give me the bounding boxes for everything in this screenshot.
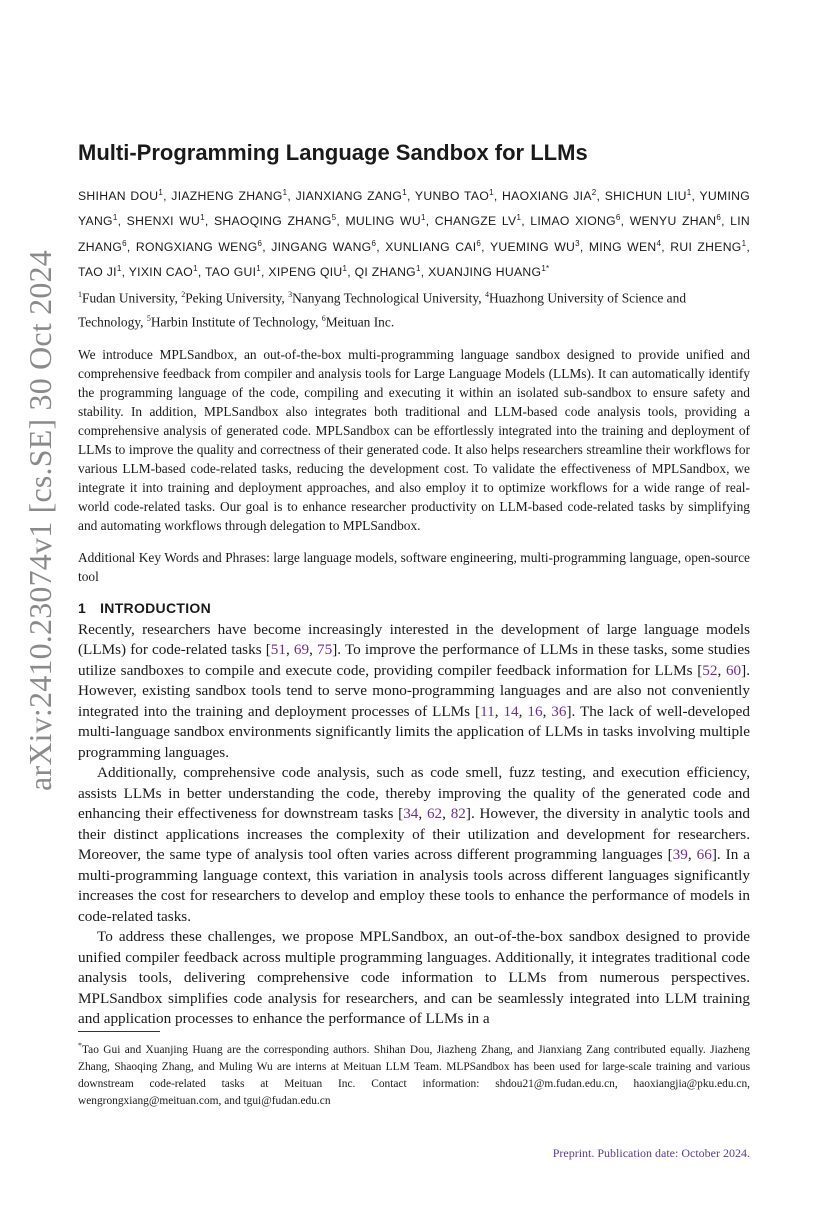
author-name: LIMAO XIONG [530, 214, 616, 229]
affiliation-number: 3 [288, 289, 293, 299]
author-affiliation-mark: 6 [257, 238, 263, 248]
author-affiliation-mark: 1 [489, 188, 494, 198]
citation-link[interactable]: 62 [426, 805, 443, 823]
author-name: JINGANG WANG [271, 239, 372, 254]
paragraph-text: , [687, 846, 697, 864]
citation-link[interactable]: 69 [293, 641, 310, 659]
citation-link[interactable]: 52 [702, 661, 718, 679]
author-affiliation-mark: 1 [686, 188, 692, 198]
author-affiliation-mark: 1 [282, 188, 288, 198]
author-affiliation-mark: 1 [516, 213, 522, 223]
citation-link[interactable]: 39 [672, 846, 688, 864]
author-name: SHICHUN LIU [604, 189, 687, 204]
author-name: SHIHAN DOU [78, 189, 159, 204]
author-affiliation-mark: 1 [112, 213, 118, 223]
footnote-rule [78, 1031, 160, 1032]
author-name: RONGXIANG WENG [135, 239, 258, 254]
footnote-mark: * [78, 1041, 82, 1050]
footnote [78, 1037, 750, 1110]
affiliation-number: 1 [78, 289, 82, 299]
author-affiliation-mark: 1 [158, 188, 164, 198]
author-affiliation-mark: 6 [615, 213, 621, 223]
author-affiliation-mark: 4 [656, 238, 662, 248]
author-name: TAO GUI [204, 264, 257, 279]
section-number: 1 [78, 599, 87, 616]
footnote-text: Tao Gui and Xuanjing Huang are the corresponding authors. Shihan Dou, Jiazheng Zhang, and Jianxiang Zang contributed equally. Jiazheng Zhang, Shaoqing Zhang, and Muling Wu are interns at Meituan LLM Team. MLPSandbox has been used for large-scale training and various downstream code-related tasks at Meituan Inc. Contact information: shdou21@m.fudan.edu.cn, haoxiangjia@pku.edu.cn, wengrongxiang@meituan.com, and tgui@fudan.edu.cn [78, 1043, 750, 1107]
author-name: XUNLIANG CAI [385, 239, 477, 254]
author-affiliation-mark: 1 [402, 188, 407, 198]
affiliation-number: 4 [484, 289, 489, 299]
author-name: SHAOQING ZHANG [213, 214, 332, 229]
author-affiliation-mark: 1 [420, 213, 426, 223]
author-affiliation-mark: 6 [371, 238, 377, 248]
author-name: YUNBO TAO [414, 189, 490, 204]
author-name: XIPENG QIU [268, 264, 343, 279]
author-name: JIAZHENG ZHANG [171, 189, 283, 204]
author-affiliation-mark: 1 [116, 263, 122, 273]
author-affiliation-mark: 1* [541, 263, 550, 273]
author-name: XUANJING HUANG [428, 264, 542, 279]
citation-link[interactable]: 60 [725, 661, 742, 679]
author-affiliation-mark: 6 [122, 238, 127, 248]
author-name: CHANGZE LV [434, 214, 517, 229]
affiliation-name: Harbin Institute of Technology [150, 314, 316, 330]
paragraph-text: , [418, 805, 427, 823]
author-affiliation-mark: 1 [415, 263, 421, 273]
citation-link[interactable]: 82 [450, 805, 466, 823]
author-affiliation-mark: 1 [741, 238, 747, 248]
author-name: QI ZHANG [354, 264, 416, 279]
author-name: YUEMING WU [489, 239, 576, 254]
paragraph-text: , [494, 702, 504, 720]
paragraph-text: , [717, 661, 726, 679]
paragraph-text: , [542, 702, 552, 720]
author-name: YUMING YANG [78, 189, 751, 229]
author-affiliation-mark: 1 [256, 263, 262, 273]
introduction-text [78, 620, 750, 1030]
author-name: RUI ZHENG [670, 239, 742, 254]
author-name: TAO JI [78, 264, 117, 279]
author-affiliation-mark: 1 [342, 263, 348, 273]
affiliation-list: $^1$Fudan University, $^2$Peking University, $^3$Nanyang Technological University, $^4$Huazhong University of Science and Technology, $^5$Harbin Institute of Technology, $^6$Meituan Inc. [78, 289, 687, 330]
author-name: YIXIN CAO [128, 264, 194, 279]
paragraph-text: ]. However, the diversity in analytic tools and their distinct applications increases the complexity of their utilization and development for researchers. Moreover, the same type of analysis tool often varies across different programming languages [ [78, 805, 750, 864]
keywords: Additional Key Words and Phrases: large language models, software engineering, multi-programming language, open-source tool [78, 549, 750, 584]
paragraph-text: , [518, 702, 528, 720]
citation-link[interactable]: 16 [527, 702, 543, 720]
citation-link[interactable]: 34 [403, 805, 419, 823]
citation-link[interactable]: 66 [696, 846, 712, 864]
author-affiliation-mark: 3 [575, 238, 580, 248]
paragraph-text: , [285, 641, 294, 659]
author-affiliation-mark: 1 [200, 213, 205, 223]
paragraph-text: Recently, researchers have become increasingly interested in the development of large language models (LLMs) for code-related tasks [ [78, 620, 750, 659]
paragraph-text: Additionally, comprehensive code analysis, such as code smell, fuzz testing, and execution efficiency, assists LLMs in better understanding the code, thereby improving the quality of the generated code and enhancing their effectiveness for downstream tasks [ [78, 764, 750, 823]
author-list: SHIHAN DOU$^1$, JIAZHENG ZHANG$^1$, JIANXIANG ZANG$^1$, YUNBO TAO$^1$, HAOXIANG JIA$^2$, SHICHUN LIU$^1$, YUMING YANG$^1$, SHENXI $WU^1$, SHAOQING ZHANG$^5$, MULING $WU^1$, CHANGZE $LV^1$, LIMAO XIONG$^6$, WENYU ZHAN$^6$, LIN ZHANG$^6$, RONGXIANG WENG$^6$, JINGANG WANG$^6$, XUNLIANG CAI$^6$, YUEMING $WU^3$, MING WEN$^4$, RUI ZHENG$^1$, TAO $JI^1$, YIXIN CAO$^1$, TAO GUI$^1$, XIPENG QIU$^1$, QI ZHANG$^1$, XUANJING $HUANG^{1*}$ [78, 188, 751, 279]
affiliation-name: Meituan Inc. [325, 314, 395, 330]
affiliation-name: Fudan University [82, 290, 175, 306]
affiliation-name: Huazhong University of Science and Technology [78, 290, 687, 330]
author-name: MULING WU [345, 214, 421, 229]
citation-link[interactable]: 11 [480, 702, 495, 720]
paragraph-text: ]. However, existing sandbox tools tend to serve mono-programming languages and are also not conveniently integrated into the training and deployment processes of LLMs [ [78, 661, 750, 720]
affiliation-number: 2 [181, 289, 186, 299]
author-affiliation-mark: 2 [591, 188, 597, 198]
citation-link[interactable]: 14 [503, 702, 519, 720]
author-affiliation-mark: 5 [331, 213, 337, 223]
affiliation-name: Nanyang Technological University [292, 290, 479, 306]
author-name: SHENXI WU [126, 214, 201, 229]
author-name: MING WEN [588, 239, 657, 254]
paragraph-text: ]. In a multi-programming language context, this variation in analysis tools across different languages significantly increases the cost for researchers to develop and employ these tools to enhance the performance of models in code-related tasks. [78, 846, 750, 925]
author-affiliation-mark: 1 [193, 263, 198, 273]
affiliation-name: Peking University [185, 290, 282, 306]
author-name: LIN ZHANG [78, 214, 751, 254]
author-name: JIANXIANG ZANG [295, 189, 403, 204]
arxiv-identifier [14, 190, 66, 850]
author-affiliation-mark: 6 [716, 213, 722, 223]
paragraph-text: , [442, 805, 451, 823]
body-paragraph [78, 620, 750, 764]
citation-link[interactable]: 36 [551, 702, 567, 720]
paragraph-text: , [309, 641, 318, 659]
citation-link[interactable]: 51 [270, 641, 286, 659]
paragraph-text: ]. The lack of well-developed multi-language sandbox environments significantly limits the application of LLMs in tasks involving multiple programming languages. [78, 702, 750, 761]
affiliation-number: 6 [321, 314, 326, 324]
abstract: We introduce MPLSandbox, an out-of-the-box multi-programming language sandbox designed to provide unified and comprehensive feedback from compiler and analysis tools for Large Language Models (LLMs). It can automatically identify the programming language of the code, compiling and executing it within an isolated sub-sandbox to ensure safety and stability. In addition, MPLSandbox also integrates both traditional and LLM-based code analysis tools, providing a comprehensive analysis of generated code. MPLSandbox can be effortlessly integrated into the training and deployment of LLMs to improve the quality and correctness of their generated code. It also helps researchers streamline their workflows for various LLM-based code-related tasks, reducing the development cost. To validate the effectiveness of MPLSandbox, we integrate it into training and deployment approaches, and also employ it to optimize workflows for a wide range of real-world code-related tasks. Our goal is to enhance researcher productivity on LLM-based code-related tasks by simplifying and automating workflows through delegation to MPLSandbox. [78, 346, 750, 533]
paper-title: Multi-Programming Language Sandbox for LLMs [78, 140, 588, 165]
paragraph-text: ]. To improve the performance of LLMs in these tasks, some studies utilize sandboxes to compile and execute code, providing compiler feedback information for LLMs [ [78, 641, 751, 679]
affiliation-number: 5 [146, 314, 151, 324]
author-affiliation-mark: 6 [476, 238, 482, 248]
section-heading [78, 600, 750, 616]
arxiv-identifier-text: arXiv:2410.23074v1 [cs.SE] 30 Oct 2024 [21, 249, 58, 791]
paragraph-text: To address these challenges, we propose MPLSandbox, an out-of-the-box sandbox designed to provide unified compiler feedback across multiple programming languages. Additionally, it integrates traditional code analysis tools, delivering comprehensive code information to LLMs from numerous perspectives. MPLSandbox simplifies code analysis for researchers, and can be seamlessly integrated into LLM training and application processes to enhance the performance of LLMs in a [78, 928, 750, 1028]
body-paragraph [78, 927, 750, 1030]
author-name: HAOXIANG JIA [502, 189, 592, 204]
author-name: WENYU ZHAN [629, 214, 717, 229]
section-title: INTRODUCTION [100, 599, 212, 616]
citation-link[interactable]: 75 [317, 641, 333, 659]
paper-body [78, 140, 750, 1030]
publication-date: Preprint. Publication date: October 2024. [552, 1146, 750, 1160]
body-paragraph [78, 763, 750, 927]
